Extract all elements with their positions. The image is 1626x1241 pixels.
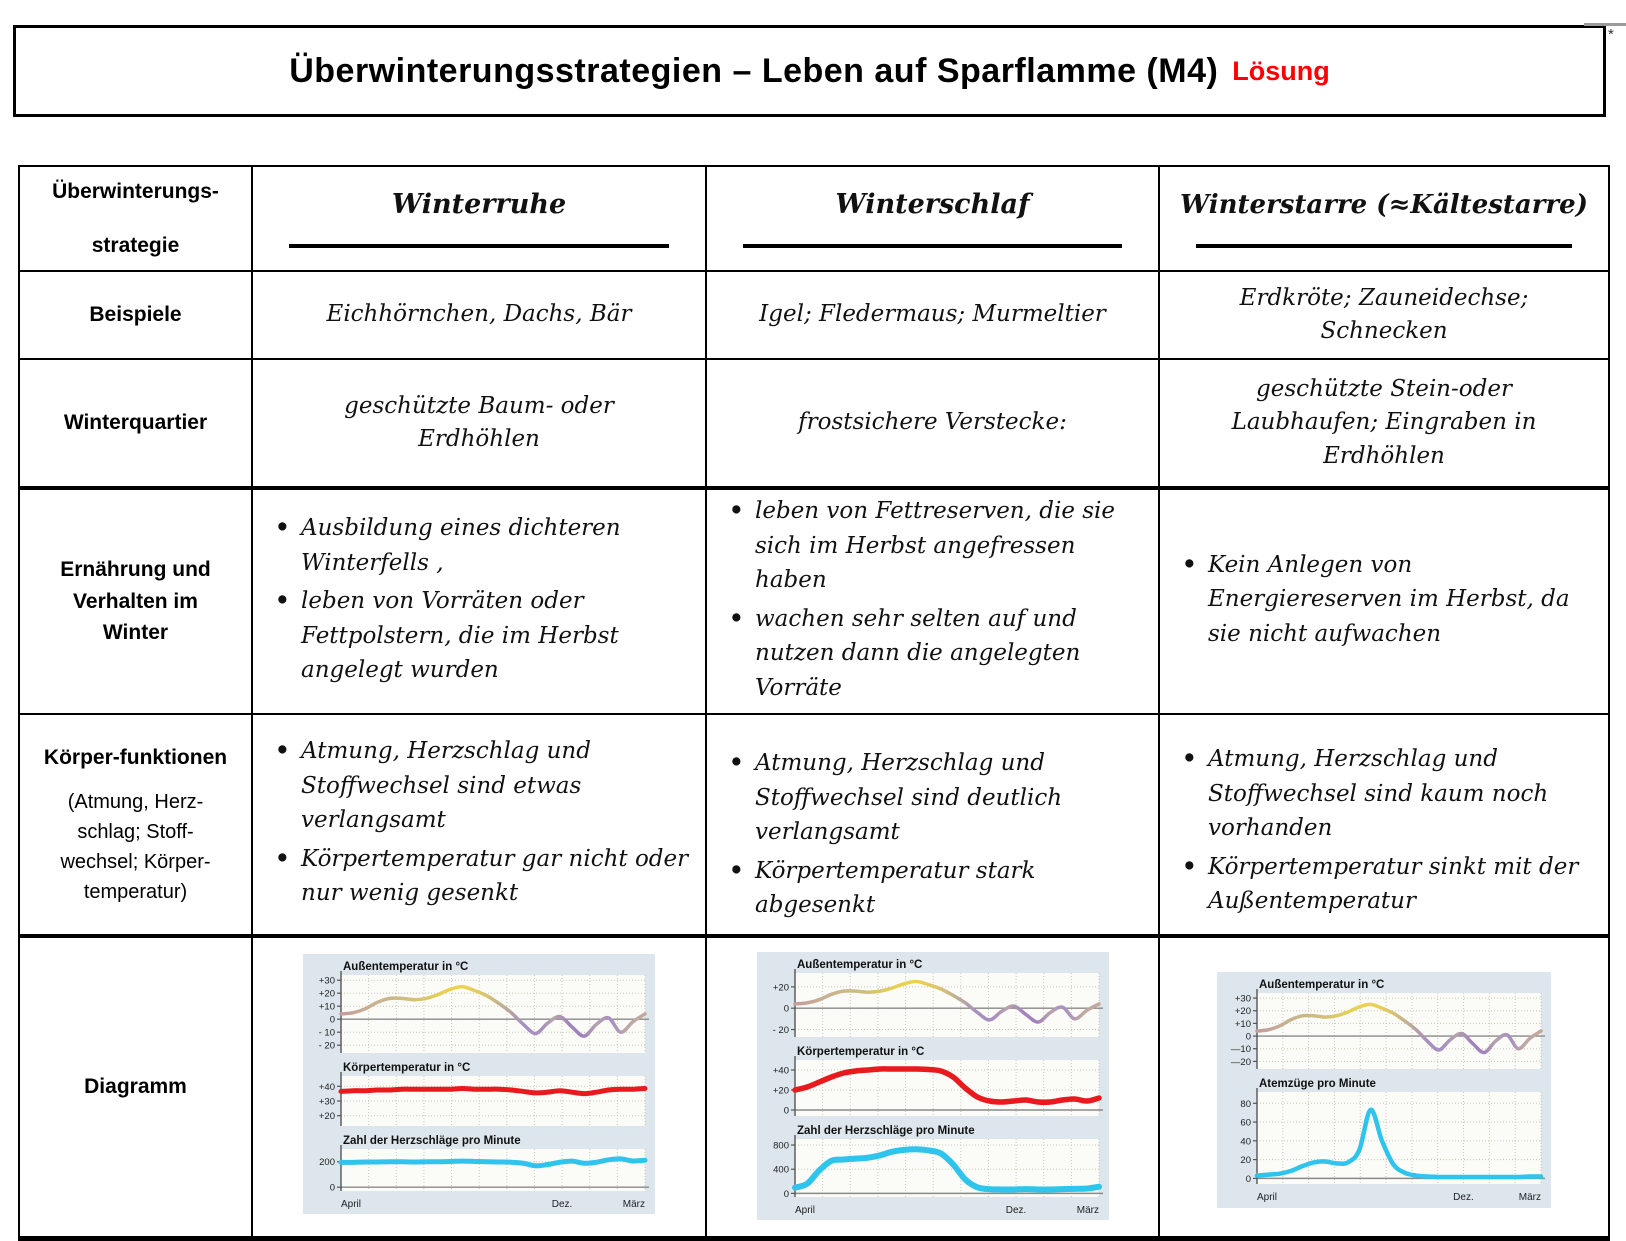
- row-label-text: Körper-funktionen: [43, 745, 228, 769]
- row-label-ernaehrung: [19, 488, 252, 714]
- svg-text:- 10: - 10: [318, 1027, 335, 1039]
- svg-text:Körpertemperatur in °C: Körpertemperatur in °C: [343, 1062, 471, 1075]
- svg-text:Außentemperatur in °C: Außentemperatur in °C: [343, 961, 469, 974]
- corner-header-cell: [19, 166, 252, 271]
- svg-text:Zahl der Herzschläge pro Minut: Zahl der Herzschläge pro Minute: [796, 1125, 975, 1138]
- row-koerperfunktionen: [19, 714, 1609, 936]
- handwritten-underline: [1196, 244, 1573, 248]
- svg-text:0: 0: [783, 1189, 789, 1201]
- svg-text:Dez.: Dez.: [1453, 1192, 1474, 1204]
- bullet-list: [717, 494, 1148, 705]
- svg-text:+20: +20: [1234, 1006, 1251, 1018]
- header-cell-winterstarre: [1159, 166, 1609, 271]
- svg-text:—10: —10: [1230, 1044, 1251, 1056]
- diagram-svg: [303, 954, 655, 1214]
- cell-ernaehrung-winterstarre: [1159, 488, 1609, 714]
- bullet-item: • Körpertemperatur gar nicht oder nur wenig gesenkt: [263, 842, 695, 911]
- bullet-item: • leben von Fettreserven, die sie sich im Herbst angefressen haben: [717, 494, 1148, 598]
- svg-text:April: April: [1257, 1192, 1278, 1204]
- cell-diagramm-winterschlaf: [706, 936, 1159, 1238]
- worksheet-title-box: [13, 25, 1606, 117]
- diagram-winterschlaf: [757, 952, 1109, 1220]
- handwritten-underline: [743, 244, 1122, 248]
- svg-text:März: März: [622, 1199, 645, 1211]
- diagram-winterstarre: [1217, 972, 1551, 1208]
- cell-koerperfunktionen-winterruhe: [252, 714, 706, 936]
- cell-winterquartier-winterstarre: [1159, 359, 1609, 488]
- strategy-title-winterstarre: Winterstarre (≈Kältestarre): [1180, 189, 1588, 220]
- svg-text:Außentemperatur in °C: Außentemperatur in °C: [796, 959, 922, 972]
- svg-text:800: 800: [772, 1140, 789, 1152]
- corner-header-line1: Überwinterungs-: [52, 179, 219, 203]
- cell-beispiele-winterruhe: Eichhörnchen, Dachs, Bär: [252, 271, 706, 359]
- svg-text:Körpertemperatur in °C: Körpertemperatur in °C: [796, 1046, 924, 1059]
- cell-winterquartier-winterruhe: [252, 359, 706, 488]
- svg-text:+30: +30: [318, 975, 335, 987]
- svg-text:April: April: [794, 1205, 815, 1217]
- svg-text:200: 200: [319, 1157, 335, 1169]
- strategies-table: [18, 165, 1610, 1241]
- svg-text:März: März: [1076, 1205, 1099, 1217]
- row-label-note: (Atmung, Herz-schlag; Stoff-wechsel; Körper-temperatur): [60, 791, 211, 904]
- svg-text:0: 0: [1245, 1174, 1251, 1186]
- bullet-item: • Körpertemperatur stark abgesenkt: [717, 854, 1148, 923]
- row-label-diagramm: Diagramm: [19, 936, 252, 1238]
- svg-text:+30: +30: [1234, 993, 1251, 1005]
- svg-text:- 20: - 20: [772, 1025, 789, 1037]
- svg-text:—20: —20: [1230, 1057, 1251, 1069]
- row-label-beispiele: Beispiele: [19, 271, 252, 359]
- bullet-item: • Atmung, Herzschlag und Stoffwechsel sind kaum noch vorhanden: [1170, 742, 1598, 846]
- handwritten-underline: [289, 244, 669, 248]
- cell-diagramm-winterstarre: [1159, 936, 1609, 1238]
- bullet-list: [1170, 742, 1598, 919]
- svg-text:Dez.: Dez.: [551, 1199, 573, 1211]
- svg-text:Außentemperatur in °C: Außentemperatur in °C: [1259, 979, 1385, 992]
- header-cell-winterruhe: [252, 166, 706, 271]
- row-ernaehrung: [19, 488, 1609, 714]
- svg-text:+20: +20: [318, 988, 335, 1000]
- diagram-winterruhe: [303, 954, 655, 1214]
- svg-text:+30: +30: [318, 1096, 335, 1108]
- cell-ernaehrung-winterruhe: [252, 488, 706, 714]
- svg-text:Zahl der Herzschläge pro Minut: Zahl der Herzschläge pro Minute: [343, 1135, 521, 1148]
- row-winterquartier: [19, 359, 1609, 488]
- bullet-list: [263, 511, 695, 688]
- svg-text:März: März: [1518, 1192, 1541, 1204]
- svg-text:0: 0: [783, 1105, 789, 1117]
- bullet-list: [717, 746, 1148, 923]
- bullet-item: • leben von Vorräten oder Fettpolstern, die im Herbst angelegt wurden: [263, 584, 695, 688]
- row-label-koerperfunktionen: [19, 714, 252, 936]
- bullet-item: • Atmung, Herzschlag und Stoffwechsel sind etwas verlangsamt: [263, 734, 695, 838]
- cell-text: geschützte Baum- oder Erdhöhlen: [344, 392, 614, 452]
- corner-asterisk-mark: *: [1608, 26, 1614, 43]
- page-title: Überwinterungsstrategien – Leben auf Sparflamme (M4): [289, 51, 1219, 90]
- svg-text:+10: +10: [318, 1001, 335, 1013]
- svg-text:+20: +20: [772, 982, 789, 994]
- row-label-winterquartier: Winterquartier: [19, 359, 252, 488]
- svg-text:0: 0: [1245, 1031, 1251, 1043]
- row-diagramm: [19, 936, 1609, 1238]
- svg-text:+40: +40: [318, 1082, 335, 1094]
- bullet-item: • Ausbildung eines dichteren Winterfells ,: [263, 511, 695, 580]
- svg-text:+20: +20: [318, 1111, 335, 1123]
- solution-badge: Lösung: [1232, 55, 1330, 86]
- svg-text:+40: +40: [772, 1065, 789, 1077]
- svg-text:0: 0: [783, 1003, 789, 1015]
- svg-text:0: 0: [329, 1182, 335, 1194]
- cell-ernaehrung-winterschlaf: [706, 488, 1159, 714]
- bullet-item: • Kein Anlegen von Energiereserven im Herbst, da sie nicht aufwachen: [1170, 548, 1598, 652]
- svg-text:+20: +20: [772, 1085, 789, 1097]
- svg-text:+10: +10: [1234, 1019, 1251, 1031]
- bullet-item: • Atmung, Herzschlag und Stoffwechsel sind deutlich verlangsamt: [717, 746, 1148, 850]
- cell-koerperfunktionen-winterstarre: [1159, 714, 1609, 936]
- bullet-item: • wachen sehr selten auf und nutzen dann die angelegten Vorräte: [717, 602, 1148, 706]
- bullet-list: [1170, 548, 1598, 652]
- diagram-svg: [1217, 972, 1551, 1208]
- cell-koerperfunktionen-winterschlaf: [706, 714, 1159, 936]
- bullet-item: • Körpertemperatur sinkt mit der Außentemperatur: [1170, 850, 1598, 919]
- svg-text:60: 60: [1240, 1117, 1251, 1129]
- row-label-text: Ernährung und Verhalten im Winter: [60, 558, 211, 645]
- svg-text:Dez.: Dez.: [1005, 1205, 1026, 1217]
- cell-beispiele-winterschlaf: Igel; Fledermaus; Murmeltier: [706, 271, 1159, 359]
- cell-beispiele-winterstarre: [1159, 271, 1609, 359]
- cell-winterquartier-winterschlaf: frostsichere Verstecke:: [706, 359, 1159, 488]
- svg-text:80: 80: [1240, 1099, 1251, 1111]
- bullet-list: [263, 734, 695, 911]
- corner-header-line2: strategie: [91, 233, 180, 257]
- header-cell-winterschlaf: [706, 166, 1159, 271]
- cell-text: Erdkröte; Zauneidechse; Schnecken: [1239, 284, 1529, 344]
- cell-diagramm-winterruhe: [252, 936, 706, 1238]
- svg-text:- 20: - 20: [318, 1040, 335, 1052]
- svg-text:Atemzüge pro Minute: Atemzüge pro Minute: [1259, 1078, 1376, 1091]
- cell-text: geschützte Stein-oder Laubhaufen; Eingraben in Erdhöhlen: [1231, 375, 1537, 469]
- strategy-title-winterschlaf: Winterschlaf: [835, 189, 1030, 220]
- svg-text:40: 40: [1240, 1136, 1251, 1148]
- strategy-title-winterruhe: Winterruhe: [391, 189, 567, 220]
- svg-text:400: 400: [772, 1164, 789, 1176]
- table-header-row: [19, 166, 1609, 271]
- diagram-svg: [757, 952, 1109, 1220]
- row-beispiele: [19, 271, 1609, 359]
- corner-line-decoration: [1584, 23, 1626, 26]
- svg-text:0: 0: [329, 1014, 335, 1026]
- svg-text:20: 20: [1240, 1155, 1251, 1167]
- svg-text:April: April: [341, 1199, 362, 1211]
